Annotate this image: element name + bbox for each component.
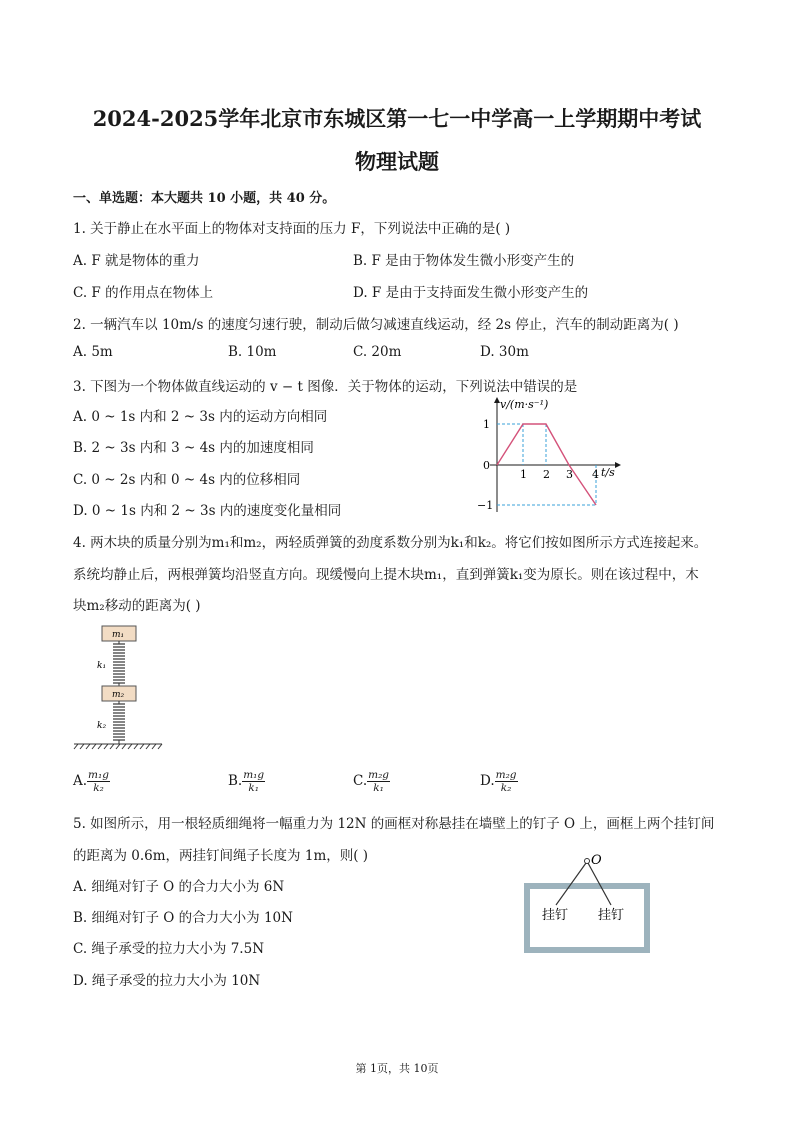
q4-option-c: C. $\frac{\text{m₂g}}{\text{k₁}}$ (353, 769, 390, 794)
q2-stem: 2. 一辆汽车以 10m/s 的速度匀速行驶，制动后做匀减速直线运动，经 2s 停止，汽车的制动距离为( ) (73, 317, 679, 333)
q1-stem: 1. 关于静止在水平面上的物体对支持面的压力 F，下列说法中正确的是( ) (73, 221, 511, 237)
x-tick-2: 2 (543, 468, 550, 481)
y-axis-label: v/(m·s⁻¹) (500, 398, 549, 411)
q5-option-d: D. 绳子承受的拉力大小为 10N (73, 973, 261, 989)
q3-option-a: A. 0 ~ 1s 内和 2 ~ 3s 内的运动方向相同 (73, 409, 328, 425)
q5-stem-line2: 的距离为 0.6m，两挂钉间绳子长度为 1m，则( ) (73, 848, 369, 864)
q5-option-a: A. 细绳对钉子 O 的合力大小为 6N (73, 879, 285, 895)
nail-o (585, 859, 590, 864)
svg-text:k₁: k₁ (97, 661, 107, 671)
y-tick-neg1: −1 (477, 499, 494, 512)
svg-text:k₂: k₂ (97, 721, 107, 731)
q5-option-c: C. 绳子承受的拉力大小为 7.5N (73, 941, 265, 957)
x-tick-3: 3 (566, 468, 573, 481)
q3-stem: 3. 下图为一个物体做直线运动的 v − t 图像．关于物体的运动，下列说法中错误的是 (73, 379, 578, 395)
q2-option-b: B. 10m (228, 344, 277, 360)
q4-option-b: B. $\frac{\text{m₁g}}{\text{k₁}}$ (228, 769, 265, 794)
q1-option-b: B. F 是由于物体发生微小形变产生的 (353, 253, 575, 269)
section-header: 一、单选题：本大题共 10 小题，共 40 分。 (73, 191, 336, 206)
q2-option-d: D. 30m (480, 344, 529, 360)
page-subtitle: 物理试题 (355, 149, 439, 174)
page-footer: 第 1页，共 10页 (355, 1062, 439, 1075)
y-tick-1: 1 (483, 418, 490, 431)
picture-frame-figure (518, 848, 658, 958)
q2-option-a: A. 5m (73, 344, 113, 360)
q5-option-b: B. 细绳对钉子 O 的合力大小为 10N (73, 910, 293, 926)
x-tick-1: 1 (520, 468, 527, 481)
spring-k2 (113, 704, 125, 740)
svg-text:m₂: m₂ (112, 690, 125, 700)
y-tick-0: 0 (483, 459, 490, 472)
q3-option-b: B. 2 ~ 3s 内和 3 ~ 4s 内的加速度相同 (73, 440, 314, 456)
spring-k1 (113, 644, 125, 683)
q1-option-d: D. F 是由于支持面发生微小形变产生的 (353, 285, 589, 301)
q1-option-c: C. F 的作用点在物体上 (73, 285, 214, 301)
q3-option-d: D. 0 ~ 1s 内和 2 ~ 3s 内的速度变化量相同 (73, 503, 342, 519)
svg-text:m₁: m₁ (112, 630, 125, 640)
q4-stem-line2: 系统均静止后，两根弹簧均沿竖直方向。现缓慢向上提木块m₁，直到弹簧k₁变为原长。则在该过程中，木 (73, 567, 699, 583)
q4-option-a: A. $\frac{\text{m₁g}}{\text{k₂}}$ (73, 769, 109, 794)
ground (74, 744, 162, 749)
x-tick-4: 4 (592, 468, 599, 481)
peg-right-label: 挂钉 (598, 908, 625, 923)
q4-option-d: D. $\frac{\text{m₂g}}{\text{k₂}}$ (480, 769, 517, 794)
vt-graph (470, 392, 640, 522)
q4-stem-line1: 4. 两木块的质量分别为m₁和m₂，两轻质弹簧的劲度系数分别为k₁和k₂。将它们按如图所示方式连接起来。 (73, 535, 708, 551)
page-title: 2024-2025学年北京市东城区第一七一中学高一上学期期中考试 (92, 106, 702, 131)
svg-text:O: O (591, 853, 602, 868)
q4-stem-line3: 块m₂移动的距离为( ) (73, 598, 201, 614)
x-axis-label: t/s (601, 466, 615, 479)
spring-figure (70, 622, 170, 752)
peg-left-label: 挂钉 (542, 908, 569, 923)
q5-stem-line1: 5. 如图所示，用一根轻质细绳将一幅重力为 12N 的画框对称悬挂在墙壁上的钉子 O 上，画框上两个挂钉间 (73, 816, 715, 832)
q1-option-a: A. F 就是物体的重力 (73, 253, 200, 269)
q2-option-c: C. 20m (353, 344, 402, 360)
q3-option-c: C. 0 ~ 2s 内和 0 ~ 4s 内的位移相同 (73, 472, 301, 488)
